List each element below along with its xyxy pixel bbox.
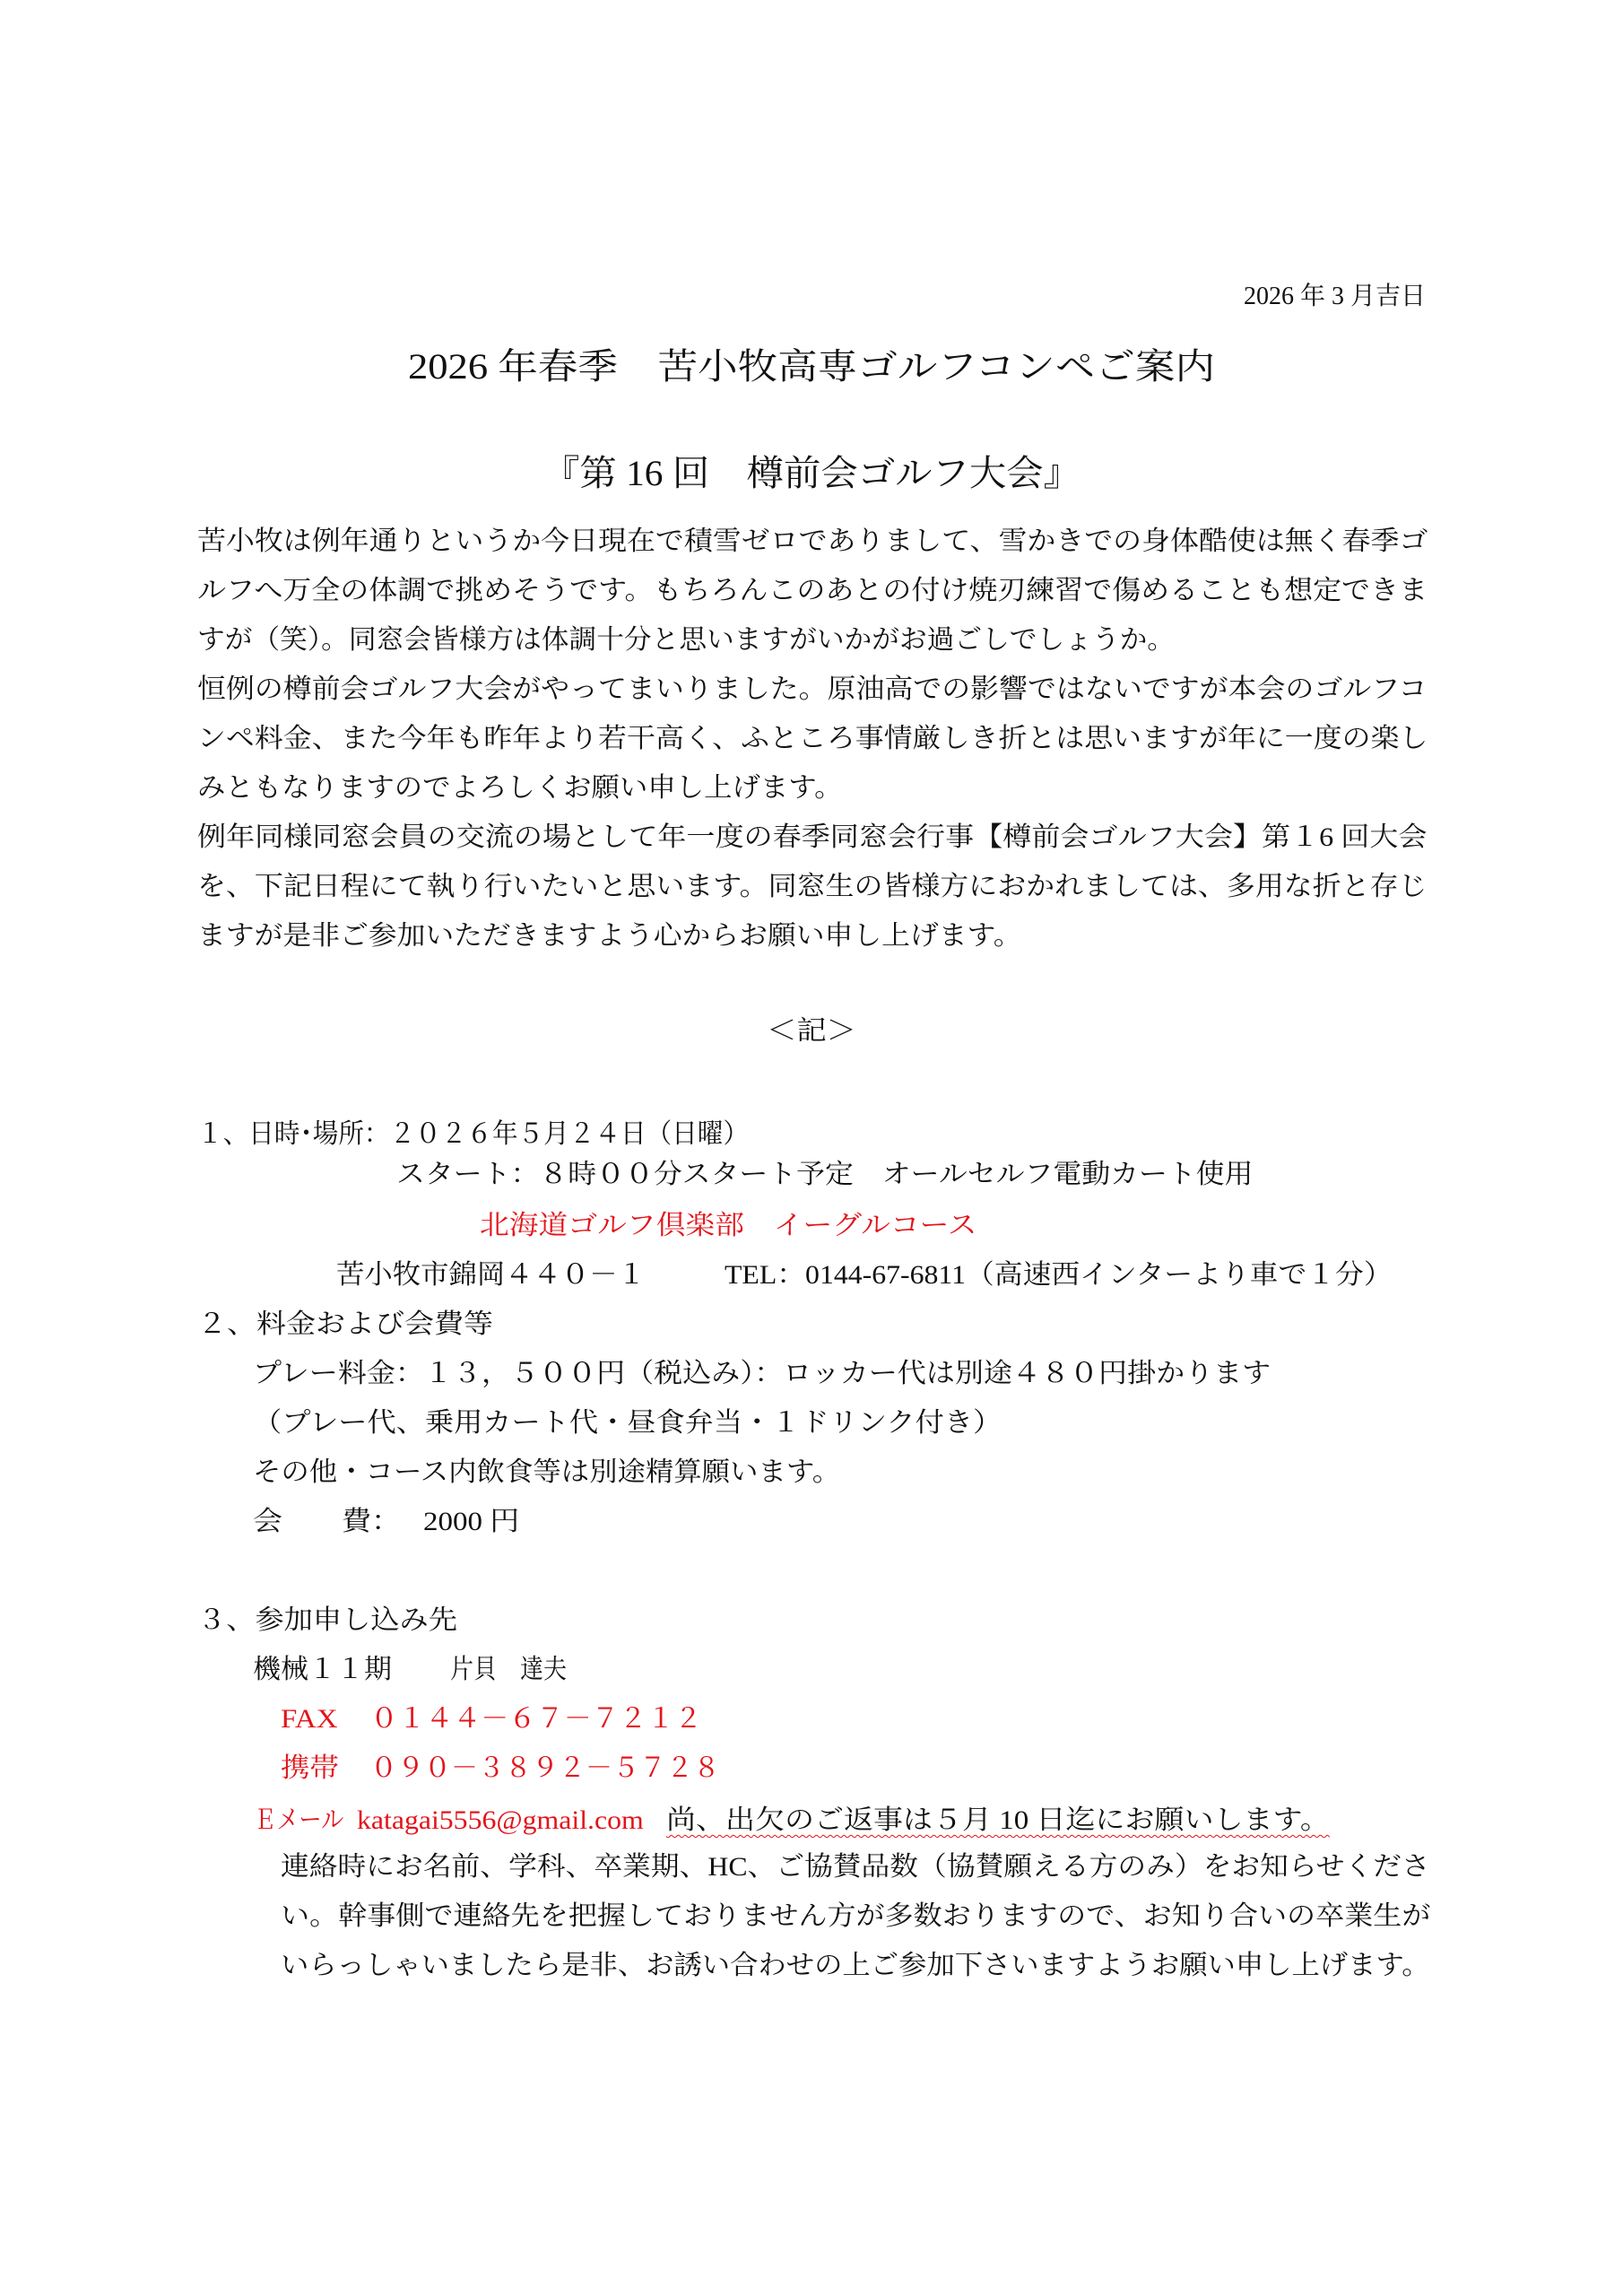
membership-fee-label: 会 費： bbox=[253, 1507, 401, 1536]
notes-line: い。幹事側で連絡先を把握しておりません方が多数おりますので、お知り合いの卒業生が bbox=[281, 1901, 1431, 1931]
intro-line: すが（笑）。同窓会皆様方は体調十分と思いますがいかがお過ごしでしょうか。 bbox=[197, 625, 1175, 655]
rsvp-deadline-note: 尚、出欠のご返事は５月 10 日迄にお願いします。 bbox=[666, 1805, 1330, 1835]
section-1-heading: １、日時･場所：２０２６年５月２４日（日曜） bbox=[197, 1119, 749, 1149]
fax-number: ０１４４－６７－７２１２ bbox=[370, 1704, 702, 1734]
fee-includes: （プレー代、乗用カート代・昼食弁当・１ドリンク付き） bbox=[253, 1408, 1002, 1438]
notes-line: いらっしゃいましたら是非、お誘い合わせの上ご参加下さいますようお願い申し上げます。 bbox=[281, 1951, 1430, 1980]
intro-line: 例年同様同窓会員の交流の場として年一度の春季同窓会行事【樽前会ゴルフ大会】第１6 回大会 bbox=[197, 822, 1428, 852]
play-fee: プレー料金：１３，５００円（税込み）：ロッカー代は別途４８０円掛かります bbox=[253, 1359, 1271, 1388]
intro-line: ますが是非ご参加いただきますよう心からお願い申し上げます。 bbox=[197, 921, 1022, 951]
venue-name: 北海道ゴルフ倶楽部 イーグルコース bbox=[480, 1211, 977, 1240]
fax-label: FAX bbox=[281, 1704, 338, 1734]
start-time: スタート：８時００分スタート予定 オールセルフ電動カート使用 bbox=[396, 1160, 1254, 1189]
venue-address: 苦小牧市錦岡４４０－１ bbox=[336, 1260, 646, 1290]
email-label: Ｅメール bbox=[254, 1805, 344, 1835]
section-2-heading: ２、料金および会費等 bbox=[197, 1309, 493, 1339]
venue-tel: TEL：0144-67-6811（高速西インターより車で１分） bbox=[725, 1260, 1393, 1290]
mobile-number: ０９０－３８９２－５７２８ bbox=[370, 1753, 720, 1783]
ki-heading: ＜記＞ bbox=[767, 1016, 856, 1046]
document-subtitle: 『第 16 回 樽前会ゴルフ大会』 bbox=[542, 453, 1081, 493]
document-title: 2026 年春季 苦小牧高専ゴルフコンペご案内 bbox=[407, 346, 1215, 387]
membership-fee-value: 2000 円 bbox=[423, 1507, 520, 1536]
notes-line: 連絡時にお名前、学科、卒業期、HC、ご協賛品数（協賛願える方のみ）をお知らせくださ bbox=[281, 1852, 1430, 1882]
intro-line: ンペ料金、また今年も昨年より若干高く、ふところ事情厳しき折とは思いますが年に一度の楽し bbox=[197, 724, 1428, 753]
intro-line: を、下記日程にて執り行いたいと思います。同窓生の皆様方におかれましては、多用な折と存じ bbox=[197, 872, 1428, 901]
mobile-label: 携帯 bbox=[281, 1753, 339, 1783]
intro-line: みともなりますのでよろしくお願い申し上げます。 bbox=[197, 773, 843, 803]
intro-line: ルフへ万全の体調で挑めそうです。もちろんこのあとの付け焼刃練習で傷めることも想定できま bbox=[197, 576, 1428, 605]
other-charges: その他・コース内飲食等は別途精算願います。 bbox=[253, 1457, 841, 1487]
intro-line: 苦小牧は例年通りというか今日現在で積雪ゼロでありまして、雪かきでの身体酷使は無く春季ゴ bbox=[197, 526, 1428, 556]
contact-name: 片貝 達夫 bbox=[450, 1655, 567, 1684]
section-3-heading: ３、参加申し込み先 bbox=[197, 1605, 457, 1635]
email-link[interactable]: katagai5556@gmail.com bbox=[357, 1805, 644, 1835]
contact-group: 機械１１期 bbox=[253, 1655, 392, 1684]
intro-line: 恒例の樽前会ゴルフ大会がやってまいりました。原油高での影響ではないですが本会のゴルフコ bbox=[197, 674, 1428, 704]
document-date: 2026 年 3 月吉日 bbox=[1243, 283, 1426, 310]
